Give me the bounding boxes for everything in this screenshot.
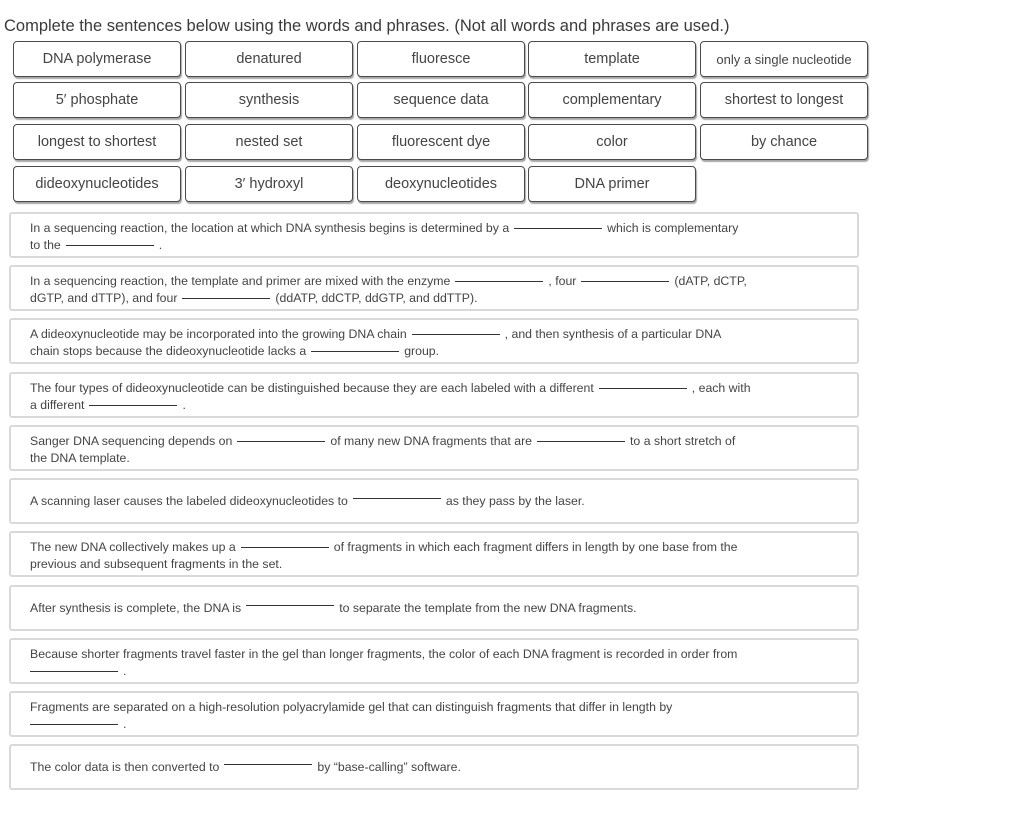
sentence-text: .: [182, 397, 186, 412]
answer-blank[interactable]: [89, 404, 177, 406]
word-tile-only-single-nucleotide[interactable]: only a single nucleotide: [700, 41, 868, 77]
answer-blank[interactable]: [455, 280, 543, 282]
sentence-text: Because shorter fragments travel faster in the gel than longer fragments, the color of each DNA fragment is recorded in order from: [30, 647, 738, 661]
sentence-text: to a short stretch of: [630, 434, 736, 448]
word-tile-by-chance[interactable]: by chance: [700, 124, 868, 160]
word-tile-deoxynucleotides[interactable]: deoxynucleotides: [357, 166, 525, 202]
answer-blank[interactable]: [514, 227, 602, 229]
sentence-6: [9, 478, 859, 524]
answer-blank[interactable]: [66, 244, 154, 246]
sentence-text: (ddATP, ddCTP, ddGTP, and ddTTP).: [275, 290, 478, 305]
sentence-4: [9, 372, 859, 418]
word-tile-5-phosphate[interactable]: 5′ phosphate: [13, 82, 181, 118]
sentence-text: The four types of dideoxynucleotide can be distinguished because they are each labeled with a different: [30, 381, 594, 395]
word-tile-denatured[interactable]: denatured: [185, 41, 353, 77]
word-tile-dna-polymerase[interactable]: DNA polymerase: [13, 41, 181, 77]
word-tile-longest-to-shortest[interactable]: longest to shortest: [13, 124, 181, 160]
answer-blank[interactable]: [30, 670, 118, 672]
sentence-text: In a sequencing reaction, the location at which DNA synthesis begins is determined by a: [30, 221, 510, 235]
word-tile-fluoresce[interactable]: fluoresce: [357, 41, 525, 77]
answer-blank[interactable]: [237, 440, 325, 442]
sentence-text: of many new DNA fragments that are: [330, 434, 533, 448]
sentence-text: which is complementary: [607, 221, 739, 235]
word-tile-template[interactable]: template: [528, 41, 696, 77]
sentence-text: A dideoxynucleotide may be incorporated into the growing DNA chain: [30, 327, 407, 341]
word-tile-shortest-to-longest[interactable]: shortest to longest: [700, 82, 868, 118]
sentence-text: A scanning laser causes the labeled dideoxynucleotides to: [30, 493, 348, 508]
sentence-text: Fragments are separated on a high-resolution polyacrylamide gel that can distinguish fragments that differ in length by: [30, 700, 673, 714]
answer-blank[interactable]: [581, 280, 669, 282]
answer-blank[interactable]: [311, 350, 399, 352]
word-tile-sequence-data[interactable]: sequence data: [357, 82, 525, 118]
sentence-9: [9, 638, 859, 684]
answer-blank[interactable]: [537, 440, 625, 442]
answer-blank[interactable]: [353, 497, 441, 499]
sentence-text: The new DNA collectively makes up a: [30, 540, 236, 554]
sentence-text: a different: [30, 397, 85, 412]
answer-blank[interactable]: [30, 723, 118, 725]
sentence-text: dGTP, and dTTP), and four: [30, 290, 178, 305]
sentence-text: After synthesis is complete, the DNA is: [30, 600, 242, 615]
sentence-3: [9, 318, 859, 364]
sentence-2: [9, 265, 859, 311]
answer-blank[interactable]: [182, 297, 270, 299]
answer-blank[interactable]: [246, 604, 334, 606]
answer-blank[interactable]: [599, 387, 687, 389]
sentence-5: [9, 425, 859, 471]
word-tile-fluorescent-dye[interactable]: fluorescent dye: [357, 124, 525, 160]
sentence-text: The color data is then converted to: [30, 759, 220, 774]
word-tile-dna-primer[interactable]: DNA primer: [528, 166, 696, 202]
word-tile-dideoxynucleotides[interactable]: dideoxynucleotides: [13, 166, 181, 202]
sentence-text: Sanger DNA sequencing depends on: [30, 434, 233, 448]
sentence-text: , each with: [691, 381, 751, 395]
sentence-text: .: [123, 716, 127, 731]
word-tile-complementary[interactable]: complementary: [528, 82, 696, 118]
sentence-text: of fragments in which each fragment differs in length by one base from the: [333, 540, 738, 554]
sentence-text: group.: [404, 343, 440, 358]
sentence-1: [9, 212, 859, 258]
word-tile-synthesis[interactable]: synthesis: [185, 82, 353, 118]
sentence-text: (dATP, dCTP,: [674, 274, 747, 288]
sentence-text: , four: [548, 274, 577, 288]
word-tile-color[interactable]: color: [528, 124, 696, 160]
sentence-text: .: [158, 237, 163, 252]
sentence-7: [9, 531, 859, 577]
sentence-text: previous and subsequent fragments in the set.: [30, 556, 283, 571]
sentence-11: [9, 744, 859, 790]
sentence-text: the DNA template.: [30, 450, 130, 465]
sentence-text: , and then synthesis of a particular DNA: [504, 327, 722, 341]
answer-blank[interactable]: [412, 333, 500, 335]
word-tile-nested-set[interactable]: nested set: [185, 124, 353, 160]
sentence-text: to the: [30, 237, 61, 252]
sentence-8: [9, 585, 859, 631]
sentence-text: to separate the template from the new DNA fragments.: [339, 600, 637, 615]
answer-blank[interactable]: [224, 763, 312, 765]
sentence-text: .: [123, 663, 127, 678]
sentence-text: by “base-calling” software.: [317, 759, 461, 774]
answer-blank[interactable]: [241, 546, 329, 548]
sentence-text: In a sequencing reaction, the template and primer are mixed with the enzyme: [30, 274, 451, 288]
instructions: Complete the sentences below using the words and phrases. (Not all words and phrases are used.): [4, 17, 730, 35]
sentence-text: chain stops because the dideoxynucleotide lacks a: [30, 343, 307, 358]
sentence-text: as they pass by the laser.: [445, 493, 585, 508]
word-tile-3-hydroxyl[interactable]: 3′ hydroxyl: [185, 166, 353, 202]
sentence-10: [9, 691, 859, 737]
